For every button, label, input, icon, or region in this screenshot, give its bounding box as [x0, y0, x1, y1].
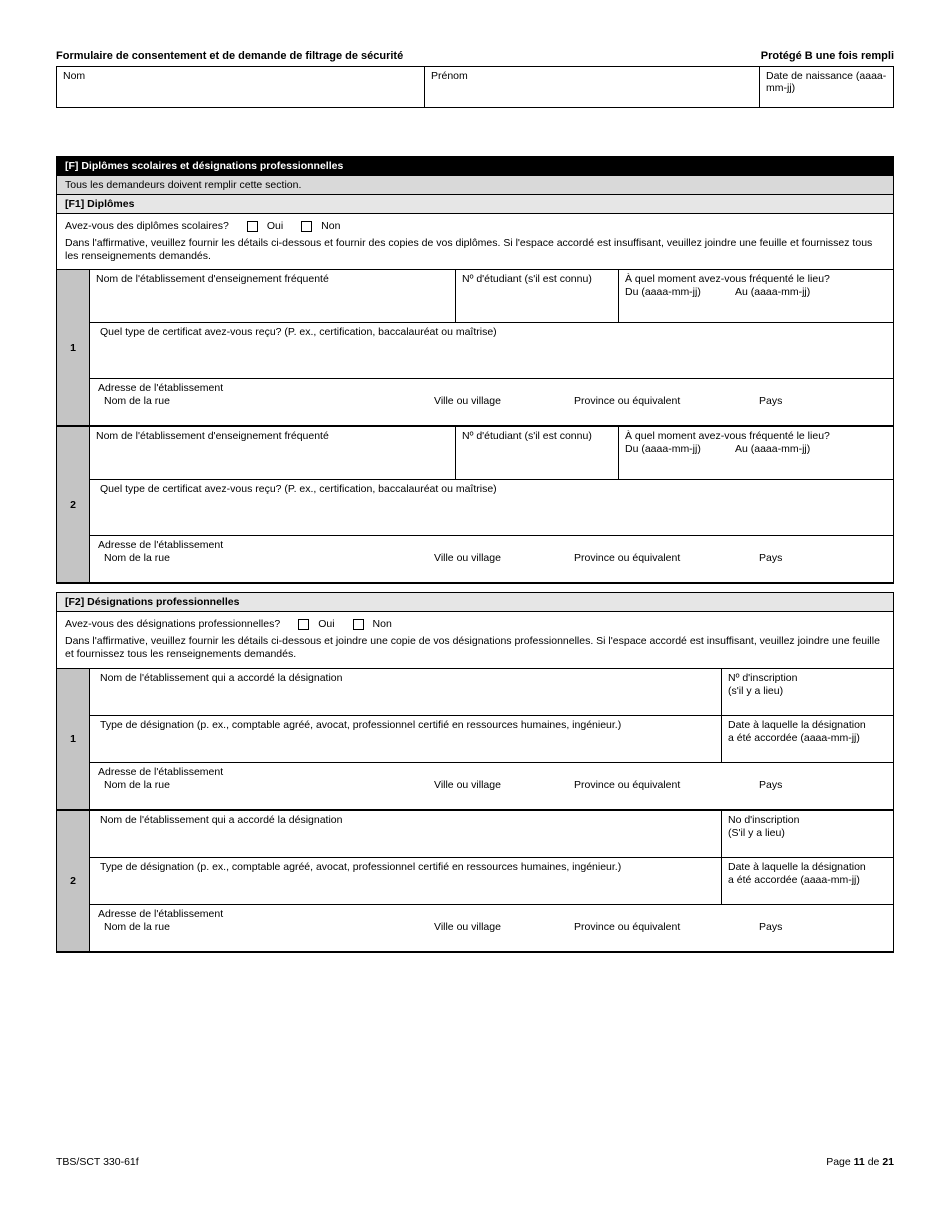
attendance-to-label: Au (aaaa-mm-jj): [735, 286, 811, 299]
f1-entry-1: [57, 270, 893, 425]
entry-number: 1: [57, 669, 90, 809]
of-word: de: [867, 1156, 880, 1168]
attendance-from-label: Du (aaaa-mm-jj): [625, 286, 701, 299]
page-indicator: [826, 1156, 894, 1168]
f2-question-row: [57, 612, 893, 633]
f2-no-label: Non: [372, 618, 392, 631]
section-gap: [56, 584, 894, 592]
city-label: Ville ou village: [434, 552, 501, 565]
f2-entry-2: [57, 809, 893, 951]
address-field[interactable]: [90, 763, 893, 809]
street-label: Nom de la rue: [104, 778, 170, 791]
entry-row-address: [90, 763, 893, 809]
entry-row-institution: [90, 427, 893, 480]
province-label: Province ou équivalent: [574, 552, 681, 565]
student-number-field[interactable]: Nº d'étudiant (s'il est connu): [455, 270, 618, 322]
section-f-subtitle: Tous les demandeurs doivent remplir cette section.: [57, 176, 893, 195]
country-label: Pays: [759, 395, 783, 408]
f2-no-checkbox[interactable]: [353, 619, 364, 630]
address-field[interactable]: [90, 905, 893, 951]
city-label: Ville ou village: [434, 920, 501, 933]
entry-row-institution: [90, 811, 893, 858]
section-f-header: [56, 156, 894, 269]
attendance-dates-row: [625, 443, 887, 456]
vertical-spacer: [56, 108, 894, 156]
designation-institution-field[interactable]: Nom de l'établissement qui a accordé la désignation: [100, 813, 343, 826]
page-word: Page: [826, 1156, 851, 1168]
attendance-to-label: Au (aaaa-mm-jj): [735, 443, 811, 456]
f1-question-row: [57, 214, 893, 235]
designation-type-field[interactable]: Type de désignation (p. ex., comptable agréé, avocat, professionnel certifié en ressources humaines, ingénieur.): [100, 860, 622, 873]
attendance-dates-field[interactable]: [618, 270, 893, 322]
f1-yes-checkbox[interactable]: [247, 221, 258, 232]
street-label: Nom de la rue: [104, 920, 170, 933]
province-label: Province ou équivalent: [574, 920, 681, 933]
section-f1-heading: [F1] Diplômes: [57, 195, 893, 214]
last-name-field[interactable]: Nom: [57, 67, 425, 108]
country-label: Pays: [759, 920, 783, 933]
granted-label-line2: a été accordée (aaaa-mm-jj): [728, 873, 860, 886]
granted-label-line2: a été accordée (aaaa-mm-jj): [728, 731, 860, 744]
entry-row-certificate: [90, 480, 893, 536]
address-label: Adresse de l'établissement: [98, 907, 224, 920]
form-title: Formulaire de consentement et de demande de filtrage de sécurité: [56, 50, 404, 62]
f1-question-label: Avez-vous des diplômes scolaires?: [65, 220, 229, 232]
f2-yes-label: Oui: [318, 618, 335, 631]
entry-row-institution: [90, 270, 893, 323]
attendance-question-label: À quel moment avez-vous fréquenté le lieu?: [625, 430, 830, 443]
f1-no-label: Non: [321, 220, 341, 232]
document-header: [56, 50, 894, 62]
f2-entries: [56, 668, 894, 953]
table-row: [57, 67, 894, 108]
entry-row-institution: [90, 669, 893, 716]
attendance-question-label: À quel moment avez-vous fréquenté le lieu?: [625, 273, 830, 286]
entry-row-address: [90, 379, 893, 425]
designation-institution-field[interactable]: Nom de l'établissement qui a accordé la désignation: [100, 671, 343, 684]
f1-entry-2: [57, 425, 893, 582]
designation-granted-date-field[interactable]: [721, 716, 893, 762]
granted-label-line1: Date à laquelle la désignation: [728, 860, 866, 873]
document-footer: [56, 1156, 894, 1168]
section-f-title: [F] Diplômes scolaires et désignations professionnelles: [57, 157, 893, 176]
registration-label-line2: (s'il y a lieu): [728, 684, 784, 697]
first-name-field[interactable]: Prénom: [425, 67, 760, 108]
f2-question-label: Avez-vous des désignations professionnelles?: [65, 618, 281, 631]
registration-number-field[interactable]: [721, 811, 893, 857]
page-number: 11: [853, 1156, 865, 1168]
certificate-field[interactable]: Quel type de certificat avez-vous reçu? (P. ex., certification, baccalauréat ou maîtrise): [100, 483, 497, 496]
attendance-from-label: Du (aaaa-mm-jj): [625, 443, 701, 456]
identity-table: [56, 66, 894, 108]
f1-note: Dans l'affirmative, veuillez fournir les détails ci-dessous et fournir des copies de vos diplômes. Si l'espace accordé est insuffisant, veuillez joindre une feuille et fournissez tous les renseignements demandés.: [65, 237, 873, 263]
address-label: Adresse de l'établissement: [98, 765, 224, 778]
entry-body: [90, 811, 893, 951]
entry-row-designation-type: [90, 716, 893, 763]
entry-row-certificate: [90, 323, 893, 379]
city-label: Ville ou village: [434, 778, 501, 791]
f1-entries: [56, 269, 894, 584]
student-number-field[interactable]: Nº d'étudiant (s'il est connu): [455, 427, 618, 479]
institution-field[interactable]: Nom de l'établissement d'enseignement fréquenté: [96, 430, 329, 443]
entry-number: 1: [57, 270, 90, 425]
entry-number: 2: [57, 427, 90, 582]
address-columns: [94, 921, 887, 934]
address-label: Adresse de l'établissement: [98, 539, 224, 552]
province-label: Province ou équivalent: [574, 778, 681, 791]
designation-granted-date-field[interactable]: [721, 858, 893, 904]
registration-label-line2: (S'il y a lieu): [728, 826, 785, 839]
entry-body: [90, 427, 893, 582]
designation-type-field[interactable]: Type de désignation (p. ex., comptable agréé, avocat, professionnel certifié en ressources humaines, ingénieur.): [100, 718, 622, 731]
total-pages: 21: [882, 1156, 894, 1168]
entry-row-address: [90, 905, 893, 951]
entry-number: 2: [57, 811, 90, 951]
address-label: Adresse de l'établissement: [98, 382, 224, 395]
registration-label-line1: No d'inscription: [728, 813, 800, 826]
granted-label-line1: Date à laquelle la désignation: [728, 718, 866, 731]
entry-row-address: [90, 536, 893, 582]
attendance-dates-field[interactable]: [618, 427, 893, 479]
form-id: TBS/SCT 330-61f: [56, 1156, 139, 1168]
country-label: Pays: [759, 778, 783, 791]
f2-yes-checkbox[interactable]: [298, 619, 309, 630]
section-f2-heading: [F2] Désignations professionnelles: [57, 593, 893, 612]
city-label: Ville ou village: [434, 395, 501, 408]
address-field[interactable]: [90, 379, 893, 425]
address-columns: [94, 779, 887, 792]
f1-no-checkbox[interactable]: [301, 221, 312, 232]
classification-label: Protégé B une fois rempli: [760, 50, 894, 62]
province-label: Province ou équivalent: [574, 395, 681, 408]
street-label: Nom de la rue: [104, 395, 170, 408]
address-field[interactable]: [90, 536, 893, 582]
registration-label-line1: Nº d'inscription: [728, 671, 798, 684]
f2-entry-1: [57, 669, 893, 809]
dob-field[interactable]: Date de naissance (aaaa-mm-jj): [760, 67, 894, 108]
certificate-field[interactable]: Quel type de certificat avez-vous reçu? (P. ex., certification, baccalauréat ou maîtrise): [100, 326, 497, 339]
f1-yes-label: Oui: [266, 220, 284, 232]
entry-row-designation-type: [90, 858, 893, 905]
registration-number-field[interactable]: [721, 669, 893, 715]
address-columns: [94, 552, 887, 565]
f2-note: Dans l'affirmative, veuillez fournir les détails ci-dessous et joindre une copie de vos désignations professionnelles. Si l'espace accordé est insuffisant, veuillez joindre une feuille et fournissez tous les renseignements demandés.: [65, 635, 880, 661]
entry-body: [90, 270, 893, 425]
street-label: Nom de la rue: [104, 552, 170, 565]
country-label: Pays: [759, 552, 783, 565]
attendance-dates-row: [625, 286, 887, 299]
section-f2-header: [56, 592, 894, 667]
institution-field[interactable]: Nom de l'établissement d'enseignement fréquenté: [96, 273, 329, 286]
entry-body: [90, 669, 893, 809]
address-columns: [94, 395, 887, 408]
